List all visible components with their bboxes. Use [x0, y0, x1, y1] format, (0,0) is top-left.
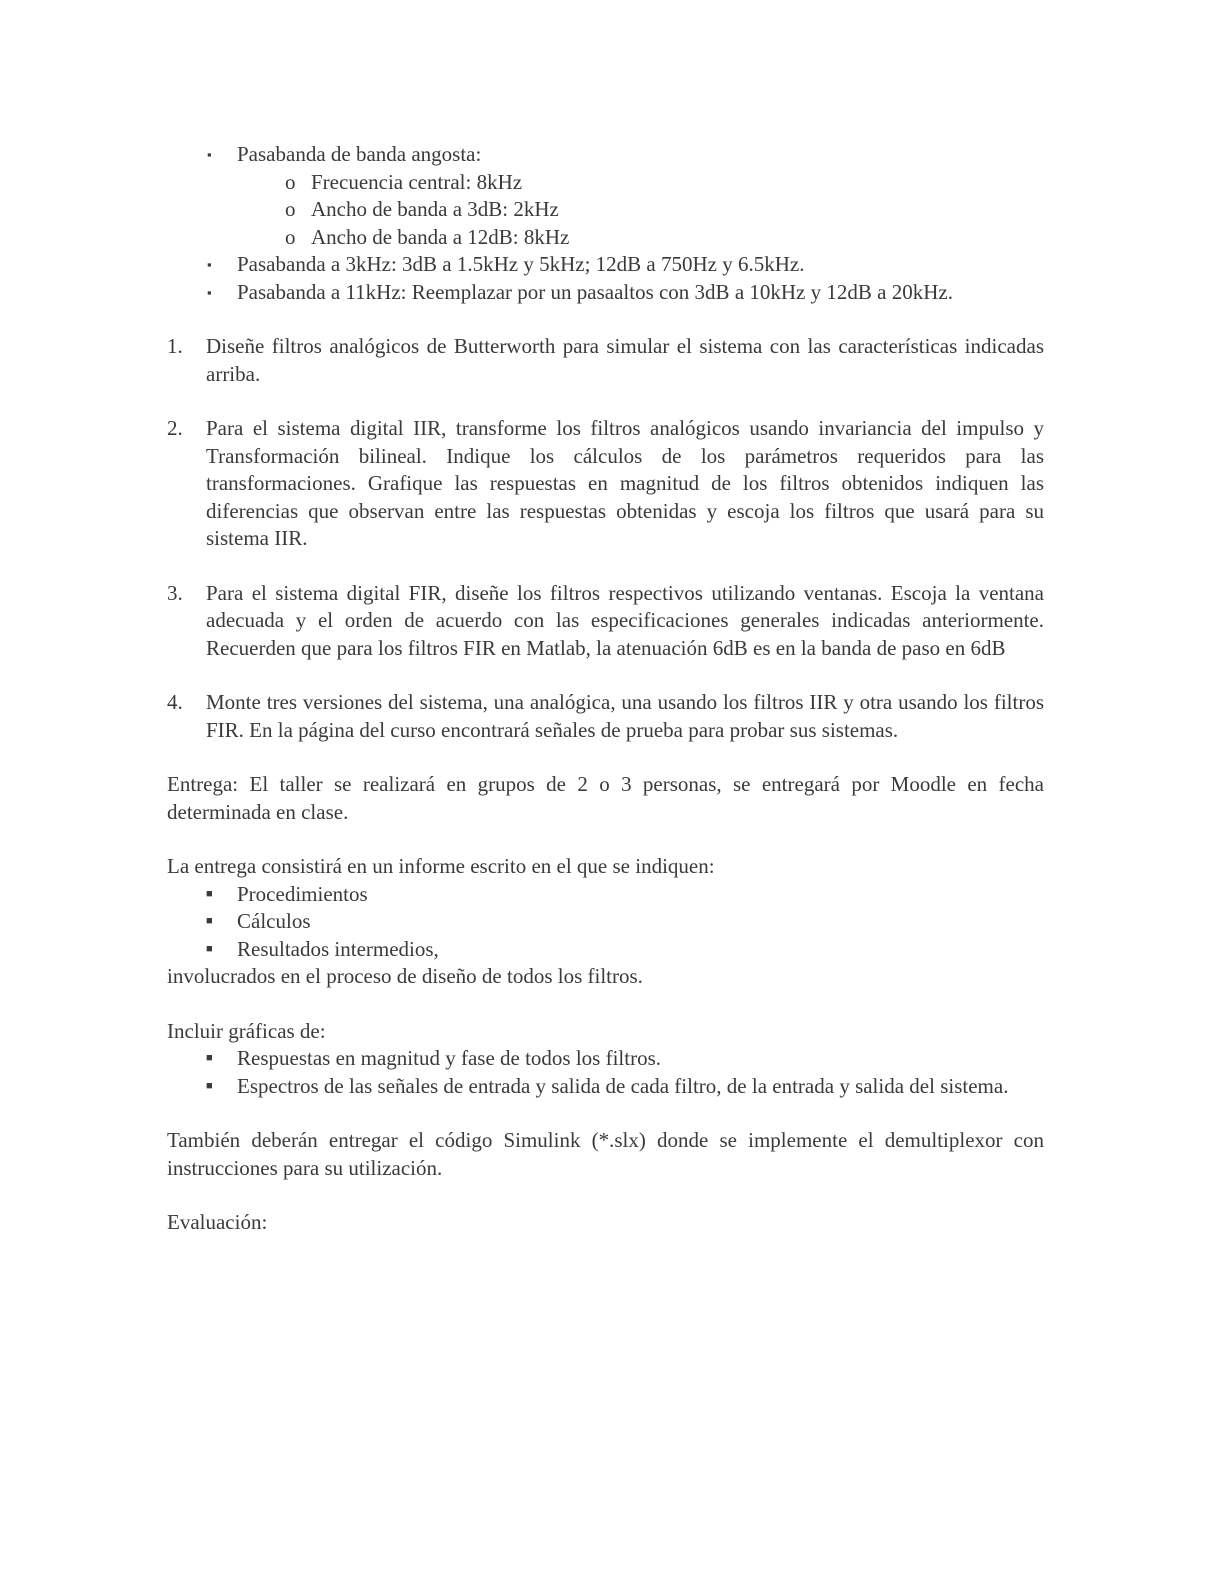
task-item [167, 689, 1044, 744]
list-item: ▪ Pasabanda a 11kHz: Reemplazar por un pasaaltos con 3dB a 10kHz y 12dB a 20kHz. [237, 279, 1044, 307]
graphs-intro: Incluir gráficas de: [167, 1018, 326, 1043]
sub-list-item: o Ancho de banda a 3dB: 2kHz [311, 196, 1044, 224]
task-item [167, 580, 1044, 663]
filter-spec-list [167, 141, 1044, 306]
list-item: ▪ Pasabanda a 3kHz: 3dB a 1.5kHz y 5kHz; 12dB a 750Hz y 6.5kHz. [237, 251, 1044, 279]
list-item: ■ Resultados intermedios, [237, 936, 1044, 964]
list-item [237, 141, 1044, 251]
list-item: ■ Cálculos [237, 908, 1044, 936]
list-item-text: Pasabanda de banda angosta: [237, 142, 482, 166]
task-text: Para el sistema digital FIR, diseñe los filtros respectivos utilizando ventanas. Escoja la ventana adecuada y el orden de acuerdo con las especificaciones generales indicadas anteriormente. Recuerden que para los filtros FIR en Matlab, la atenuación 6dB es en la banda de paso en 6dB [206, 580, 1044, 660]
report-items-list [167, 881, 1044, 964]
sub-list-item: o Frecuencia central: 8kHz [311, 169, 1044, 197]
task-number: 2. [167, 416, 183, 440]
list-item: ■ Procedimientos [237, 881, 1044, 909]
task-number: 3. [167, 580, 183, 605]
report-intro: La entrega consistirá en un informe escrito en el que se indiquen: [167, 854, 715, 878]
code-paragraph: También deberán entregar el código Simulink (*.slx) donde se implemente el demultiplexor con instrucciones para su utilización. [167, 1128, 1044, 1180]
sub-list-item: o Ancho de banda a 12dB: 8kHz [311, 224, 1044, 252]
evaluation-heading: Evaluación: [167, 1210, 268, 1234]
task-number: 4. [167, 690, 183, 714]
spacer [167, 1100, 1044, 1127]
task-list [167, 333, 1044, 744]
delivery-paragraph: Entrega: El taller se realizará en grupos de 2 o 3 personas, se entregará por Moodle en fecha determinada en clase. [167, 772, 1044, 824]
task-item [167, 333, 1044, 388]
graphs-items-list [167, 1045, 1044, 1100]
task-text: Diseñe filtros analógicos de Butterworth para simular el sistema con las características indicadas arriba. [206, 334, 1044, 386]
report-outro: involucrados en el proceso de diseño de todos los filtros. [167, 964, 643, 988]
list-item: ■ Espectros de las señales de entrada y salida de cada filtro, de la entrada y salida del sistema. [237, 1073, 1044, 1101]
task-text: Monte tres versiones del sistema, una analógica, una usando los filtros IIR y otra usando los filtros FIR. En la página del curso encontrará señales de prueba para probar sus sistemas. [206, 690, 1044, 742]
task-text: Para el sistema digital IIR, transforme los filtros analógicos usando invariancia del impulso y Transformación bilineal. Indique los cálculos de los parámetros requeridos para las transformaciones. Grafique las respuestas en magnitud de los filtros obtenidos indiquen las diferencias que observan entre las respuestas obtenidas y escoja los filtros que usará para su sistema IIR. [206, 416, 1044, 550]
list-item: ■ Respuestas en magnitud y fase de todos los filtros. [237, 1045, 1044, 1073]
sub-list [237, 169, 1044, 252]
task-item [167, 415, 1044, 553]
task-number: 1. [167, 334, 183, 358]
